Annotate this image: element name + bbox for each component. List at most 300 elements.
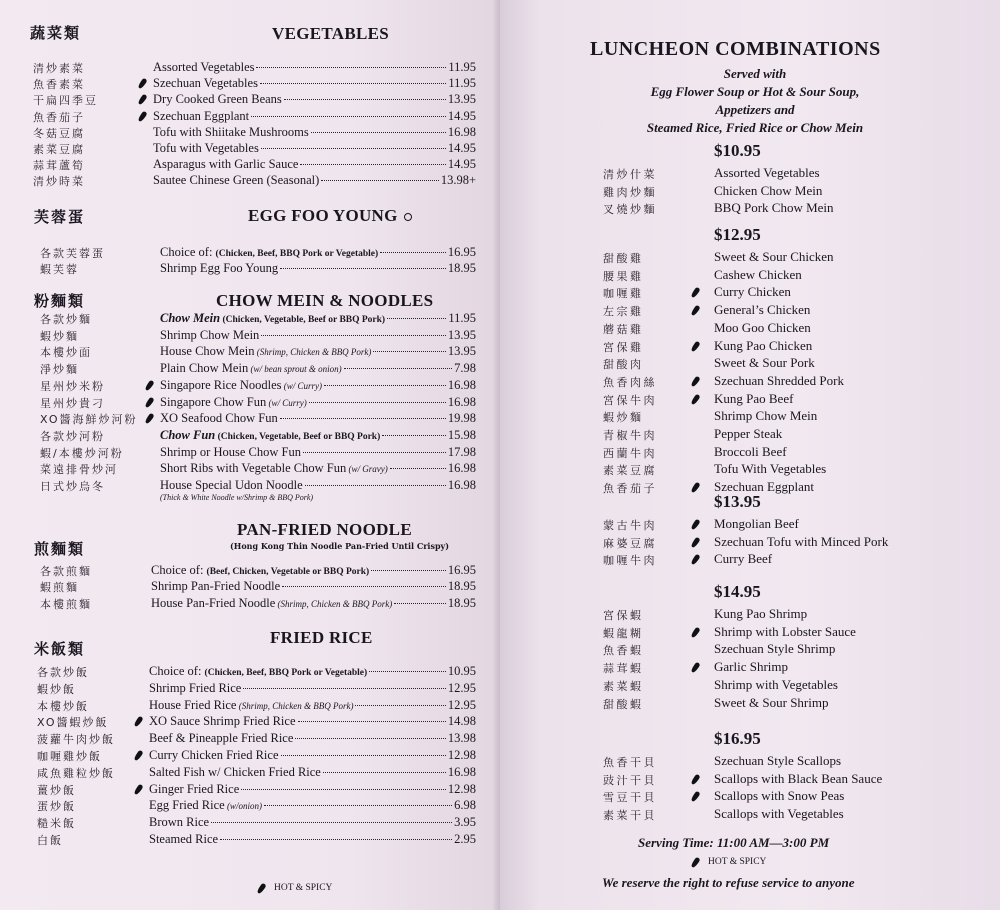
chili-pepper-icon	[144, 412, 156, 424]
dot-leader	[305, 485, 446, 486]
menu-item-name	[153, 173, 319, 188]
luncheon-item[interactable]: Moo Goo Chicken	[714, 319, 811, 335]
menu-item-price: 16.98	[447, 764, 476, 779]
menu-item-price: 2.95	[454, 832, 476, 846]
chinese-name: XO醬海鮮炒河粉	[40, 413, 138, 427]
chinese-name: 蝦炒麵	[40, 329, 79, 343]
dot-leader	[256, 67, 446, 68]
menu-item[interactable]	[160, 461, 476, 477]
chinese-name: 素菜豆腐	[33, 143, 85, 156]
group-price: $10.95	[714, 141, 761, 160]
item-name-text: House Special Udon Noodle	[160, 478, 303, 492]
item-name-text: Szechuan Eggplant	[153, 108, 250, 123]
chili-pepper-icon	[690, 304, 702, 316]
egg-foo-young-zh-heading: 芙蓉蛋	[34, 208, 86, 226]
chinese-name: 素菜干貝	[603, 809, 657, 823]
dot-leader	[211, 822, 452, 823]
menu-item-name	[160, 328, 259, 343]
item-name-text: Steamed Rice	[149, 832, 219, 846]
luncheon-item[interactable]: Mongolian Beef	[714, 516, 799, 531]
menu-item-name	[153, 60, 254, 75]
luncheon-item[interactable]: Shrimp with Lobster Sauce	[714, 623, 856, 639]
menu-item[interactable]	[153, 173, 476, 189]
menu-item-price: 11.95	[448, 311, 476, 325]
chili-pepper-icon	[137, 110, 149, 122]
chinese-name: 甜酸肉	[603, 358, 644, 372]
luncheon-item[interactable]: Kung Pao Shrimp	[714, 606, 808, 621]
left-hot-spicy-legend: HOT & SPICY	[256, 882, 332, 894]
chinese-name: 菜遠排骨炒河	[40, 463, 118, 477]
chinese-name: 淨炒麵	[40, 363, 79, 377]
item-note: (w/ Curry)	[266, 397, 307, 408]
luncheon-item[interactable]: Kung Pao Beef	[714, 390, 794, 406]
menu-item[interactable]	[160, 311, 476, 327]
clock-icon	[404, 213, 412, 221]
item-detail: (Chicken, Vegetable, Beef or BBQ Pork)	[220, 315, 386, 325]
menu-item[interactable]	[153, 141, 476, 157]
menu-item[interactable]	[160, 344, 476, 360]
chinese-name: 蝦炒飯	[37, 682, 76, 696]
menu-item-price: 16.98	[447, 461, 476, 476]
chinese-name: 蛋炒飯	[37, 800, 76, 814]
chinese-name: 蘑菇雞	[603, 322, 644, 336]
item-name-text: Curry Chicken Fried Rice	[149, 748, 279, 762]
menu-item-price: 17.98	[447, 444, 476, 459]
menu-item-name	[160, 344, 371, 359]
chinese-name: 清炒素菜	[33, 62, 85, 75]
luncheon-item[interactable]: Scallops with Black Bean Sauce	[714, 770, 883, 786]
item-name-text: Egg Fried Rice	[149, 798, 225, 813]
luncheon-item[interactable]: Garlic Shrimp	[714, 659, 789, 675]
menu-item-price: 6.98	[454, 798, 476, 813]
chili-pepper-icon	[690, 286, 702, 298]
item-name-text: House Fried Rice	[149, 697, 237, 712]
item-name-text: XO Seafood Chow Fun	[160, 411, 278, 426]
menu-item[interactable]	[160, 328, 476, 344]
luncheon-item[interactable]: Kung Pao Chicken	[714, 337, 813, 353]
luncheon-subtitle-4: Steamed Rice, Fried Rice or Chow Mein	[646, 120, 864, 135]
dot-leader	[394, 603, 446, 604]
reserve-notice: We reserve the right to refuse service to anyone	[602, 875, 855, 890]
menu-item[interactable]	[153, 60, 476, 76]
luncheon-item[interactable]: Pepper Steak	[714, 426, 783, 441]
group-price: $12.95	[714, 225, 761, 244]
menu-item[interactable]	[149, 698, 476, 714]
luncheon-item[interactable]: Szechuan Shredded Pork	[714, 372, 844, 388]
chinese-name: 豉汁干貝	[603, 773, 657, 787]
item-detail: (Chicken, Beef, BBQ Pork or Vegetable)	[204, 668, 368, 678]
menu-item[interactable]	[149, 815, 476, 831]
dot-leader	[324, 385, 446, 386]
chinese-name: 蒜茸蝦	[603, 662, 644, 676]
menu-item-name	[160, 395, 307, 410]
chinese-name: 白飯	[37, 834, 63, 847]
menu-item[interactable]	[153, 109, 476, 125]
chinese-name: 干扁四季豆	[33, 94, 98, 108]
chinese-name: 本樓炒面	[40, 346, 92, 360]
dot-leader	[355, 705, 445, 706]
luncheon-title: LUNCHEON COMBINATIONS	[590, 38, 881, 60]
dot-leader	[241, 789, 446, 790]
chinese-name: 各款炒麵	[40, 313, 92, 326]
chinese-name: 魚香茄子	[33, 110, 85, 124]
chili-pepper-icon	[133, 749, 145, 761]
item-name-text: Shrimp Egg Foo Young	[160, 261, 279, 275]
menu-item[interactable]	[149, 681, 476, 697]
pan-fried-zh-heading: 煎麵類	[34, 540, 86, 558]
chinese-name: 各款炒飯	[37, 666, 89, 679]
item-name-text: Beef & Pineapple Fried Rice	[149, 731, 294, 746]
menu-item-name	[160, 461, 388, 476]
chinese-name: 青椒牛肉	[603, 429, 657, 442]
item-detail: (Chicken, Vegetable, Beef or BBQ Pork)	[215, 431, 381, 442]
item-name-text: Short Ribs with Vegetable Chow Fun	[160, 461, 347, 476]
luncheon-item[interactable]: Szechuan Style Shrimp	[714, 641, 836, 657]
menu-item-price: 7.98	[454, 361, 476, 376]
luncheon-item[interactable]: Sweet & Sour Shrimp	[714, 694, 829, 710]
luncheon-subtitle-3: Appetizers and	[715, 102, 795, 117]
menu-item[interactable]	[153, 157, 476, 173]
menu-item-name	[149, 798, 262, 813]
luncheon-item[interactable]: Tofu With Vegetables	[714, 461, 827, 477]
luncheon-subtitle-2: Egg Flower Soup or Hot & Sour Soup,	[650, 84, 860, 99]
dot-leader	[251, 116, 446, 117]
chili-pepper-icon	[144, 379, 156, 391]
item-name-text: Shrimp or House Chow Fun	[160, 444, 301, 459]
menu-item-name	[160, 245, 378, 260]
menu-item[interactable]	[149, 664, 476, 680]
item-name-text: Tofu with Vegetables	[153, 141, 259, 155]
menu-item-price: 16.98	[447, 478, 476, 492]
chinese-name: 菠蘿牛肉炒飯	[37, 733, 115, 747]
chinese-name: 各款煎麵	[40, 565, 92, 578]
menu-item[interactable]	[149, 782, 476, 798]
item-note: (w/ Gravy)	[346, 464, 388, 475]
chili-pepper-icon	[690, 518, 702, 530]
chinese-name: 蝦/本樓炒河粉	[40, 446, 124, 460]
menu-item-price: 12.95	[447, 697, 476, 712]
chinese-name: 清炒時菜	[33, 175, 85, 189]
chinese-name: 宮保雞	[603, 340, 644, 354]
menu-item[interactable]	[151, 563, 476, 579]
menu-item[interactable]	[160, 361, 476, 377]
menu-item-name	[149, 815, 209, 830]
dot-leader	[261, 335, 446, 336]
chinese-name: 咖喱雞	[603, 287, 644, 301]
menu-item[interactable]	[149, 731, 476, 747]
menu-item[interactable]	[153, 76, 476, 92]
item-name-text: Tofu with Shiitake Mushrooms	[153, 124, 309, 139]
menu-item-name	[160, 361, 342, 376]
chili-pepper-icon	[690, 790, 702, 802]
fried-rice-zh-heading: 米飯類	[34, 640, 86, 658]
luncheon-item[interactable]: Szechuan Style Scallops	[714, 753, 842, 768]
item-name-text: Shrimp Pan-Fried Noodle	[151, 579, 281, 594]
menu-item-price: 14.98	[447, 714, 476, 729]
fried-rice-title: FRIED RICE	[270, 628, 373, 647]
dot-leader	[382, 435, 446, 436]
menu-item[interactable]	[149, 765, 476, 781]
chinese-name: 素菜豆腐	[603, 464, 657, 478]
menu-item-price: 18.95	[447, 261, 476, 275]
item-name-text: Choice of:	[151, 563, 207, 577]
menu-item-price: 16.95	[447, 563, 476, 577]
luncheon-item[interactable]: Curry Beef	[714, 551, 773, 567]
menu-item-price: 18.95	[447, 579, 476, 594]
chinese-name: 雪豆干貝	[603, 791, 657, 805]
menu-item[interactable]	[160, 478, 476, 494]
chinese-name: 宮保牛肉	[603, 393, 657, 407]
menu-item-name	[149, 681, 241, 696]
menu-item-name	[149, 714, 296, 729]
pan-fried-subtitle: (Hong Kong Thin Noodle Pan-Fried Until Crispy)	[230, 541, 449, 551]
menu-item[interactable]	[149, 748, 476, 764]
menu-item-name	[151, 579, 280, 594]
right-hot-spicy-legend: HOT & SPICY	[690, 856, 766, 868]
chinese-name: 薑炒飯	[37, 783, 76, 797]
chili-pepper-icon	[690, 626, 702, 638]
chow-mein-zh-heading: 粉麵類	[34, 292, 86, 310]
menu-item[interactable]	[160, 445, 476, 461]
item-name-text: Plain Chow Mein	[160, 361, 249, 376]
luncheon-item[interactable]: Scallops with Snow Peas	[714, 788, 845, 804]
chinese-name: 素菜蝦	[603, 679, 644, 693]
chinese-name: 蝦炒麵	[603, 411, 644, 425]
chili-pepper-icon	[133, 715, 145, 727]
menu-item-price: 12.95	[447, 680, 476, 695]
chinese-name: 魚香干貝	[603, 756, 657, 769]
menu-item-name	[153, 92, 282, 107]
chili-pepper-icon	[690, 536, 702, 548]
dot-leader	[309, 402, 446, 403]
menu-item-price: 16.98	[447, 394, 476, 409]
menu-item-name	[149, 748, 279, 763]
menu-item[interactable]	[149, 798, 476, 814]
chinese-name: 蒙古牛肉	[603, 519, 657, 532]
dot-leader	[261, 148, 446, 149]
item-name-text: Szechuan Vegetables	[153, 76, 258, 91]
dot-leader	[280, 418, 446, 419]
luncheon-item[interactable]: BBQ Pork Chow Mein	[714, 200, 834, 216]
menu-item-name	[149, 782, 239, 797]
menu-item-price: 13.98	[447, 731, 476, 746]
menu-item[interactable]	[160, 395, 476, 411]
luncheon-item[interactable]: Szechuan Tofu with Minced Pork	[714, 533, 889, 549]
dot-leader	[282, 586, 446, 587]
menu-item-price: 15.98	[447, 427, 476, 442]
menu-item-name	[149, 664, 367, 679]
item-detail: (Beef, Chicken, Vegetable or BBQ Pork)	[206, 567, 370, 577]
menu-item-price: 12.98	[447, 748, 476, 762]
vegetables-zh-heading: 蔬菜類	[30, 24, 82, 42]
chinese-name: 咖喱牛肉	[603, 554, 657, 568]
dot-leader	[369, 671, 446, 672]
menu-item-name	[160, 378, 322, 393]
dot-leader	[303, 452, 446, 453]
luncheon-item[interactable]: General’s Chicken	[714, 302, 811, 318]
chinese-name: 甜酸雞	[603, 252, 644, 265]
chinese-name: 左宗雞	[603, 305, 644, 319]
menu-item-price: 14.95	[447, 157, 476, 172]
menu-item[interactable]	[151, 579, 476, 595]
item-name-text: Sautee Chinese Green (Seasonal)	[153, 173, 320, 188]
chinese-name: 魚香茄子	[603, 482, 657, 496]
chinese-name: 本樓煎麵	[40, 597, 92, 611]
menu-item-name	[160, 478, 303, 493]
item-note: (w/onion)	[224, 801, 262, 812]
menu-item[interactable]	[149, 714, 476, 730]
luncheon-subtitle-1: Served with	[723, 66, 787, 81]
dot-leader	[281, 755, 446, 756]
chinese-name: 雞肉炒麵	[603, 185, 657, 199]
chinese-name: 叉燒炒麵	[603, 203, 657, 217]
chili-pepper-icon	[690, 661, 702, 673]
menu-item-price: 14.95	[447, 108, 476, 123]
menu-item[interactable]	[153, 125, 476, 141]
dot-leader	[264, 805, 452, 806]
chili-pepper-icon	[690, 375, 702, 387]
item-name-text: Asparagus with Garlic Sauce	[153, 157, 299, 172]
menu-item-name	[160, 445, 301, 460]
menu-item[interactable]	[160, 378, 476, 394]
chinese-name: 日式炒烏冬	[40, 480, 105, 493]
menu-item-price: 16.98	[447, 377, 476, 392]
chinese-name: 魚香肉絲	[603, 375, 657, 389]
luncheon-item[interactable]: Assorted Vegetables	[714, 165, 820, 180]
item-note: (w/ Curry)	[281, 380, 323, 391]
dot-leader	[344, 368, 453, 369]
menu-item-price: 19.98	[447, 411, 476, 426]
chinese-name: 宮保蝦	[603, 609, 644, 622]
chinese-name: 咖喱雞炒飯	[37, 750, 102, 763]
menu-item-name	[153, 76, 258, 91]
menu-item[interactable]	[149, 832, 476, 848]
right-page	[500, 0, 1000, 910]
menu-item-price: 14.95	[447, 141, 476, 155]
item-note: (Shrimp, Chicken & BBQ Pork)	[275, 598, 393, 609]
chili-pepper-icon	[256, 882, 268, 894]
dot-leader	[390, 468, 446, 469]
item-note: (Shrimp, Chicken & BBQ Pork)	[236, 700, 354, 711]
dot-leader	[295, 738, 445, 739]
chinese-name: 腰果雞	[603, 269, 644, 283]
luncheon-item[interactable]: Sweet & Sour Pork	[714, 355, 815, 371]
item-name-text: Shrimp Fried Rice	[149, 680, 242, 695]
menu-item[interactable]	[160, 411, 476, 427]
luncheon-item[interactable]: Szechuan Eggplant	[714, 479, 814, 495]
menu-item[interactable]	[153, 92, 476, 108]
group-price: $14.95	[714, 582, 761, 601]
menu-item-price: 13.98+	[440, 173, 476, 188]
dot-leader	[220, 839, 452, 840]
chinese-name: 本樓炒飯	[37, 699, 89, 713]
dot-leader	[284, 99, 446, 100]
serving-time: Serving Time: 11:00 AM—3:00 PM	[638, 835, 830, 850]
udon-note: (Thick & White Noodle w/Shrimp & BBQ Pork)	[160, 493, 314, 502]
chili-pepper-icon	[690, 553, 702, 565]
chow-mein-title: CHOW MEIN & NOODLES	[216, 291, 434, 310]
chili-pepper-icon	[690, 481, 702, 493]
item-note: (w/ bean sprout & onion)	[248, 364, 342, 375]
menu-item-price: 18.95	[447, 595, 476, 610]
chinese-name: 西蘭牛肉	[603, 446, 657, 460]
menu-item[interactable]	[151, 596, 476, 612]
menu-item-name	[149, 731, 293, 746]
vegetables-title: VEGETABLES	[272, 24, 390, 43]
menu-item-price: 11.95	[448, 60, 476, 74]
dot-leader	[243, 688, 446, 689]
luncheon-item[interactable]: Shrimp with Vegetables	[714, 676, 838, 692]
dot-leader	[260, 83, 446, 84]
dot-leader	[323, 772, 446, 773]
menu-item-name	[160, 428, 380, 443]
dot-leader	[298, 721, 446, 722]
menu-item-price: 13.95	[447, 344, 476, 359]
menu-item-name	[160, 311, 385, 326]
chinese-name: 各款芙蓉蛋	[40, 247, 105, 260]
chinese-name: 甜酸蝦	[603, 697, 644, 711]
chili-pepper-icon	[690, 856, 702, 868]
chinese-name: 魚香蝦	[603, 644, 644, 658]
menu-item-name	[151, 596, 392, 611]
chili-pepper-icon	[690, 773, 702, 785]
chinese-name: 冬菇豆腐	[33, 126, 85, 140]
menu-item-price: 13.95	[447, 92, 476, 107]
chinese-name: 麻婆豆腐	[603, 536, 657, 550]
luncheon-item[interactable]: Sweet & Sour Chicken	[714, 249, 834, 264]
item-name-text: Singapore Rice Noodles	[160, 377, 282, 392]
menu-item[interactable]	[160, 245, 476, 261]
luncheon-item[interactable]: Cashew Chicken	[714, 266, 802, 282]
dot-leader	[280, 268, 446, 269]
chinese-name: 咸魚雞粒炒飯	[37, 766, 115, 780]
item-note: (Shrimp, Chicken & BBQ Pork)	[254, 347, 372, 358]
luncheon-item[interactable]: Scallops with Vegetables	[714, 806, 844, 822]
chinese-name: 蝦芙蓉	[40, 263, 79, 276]
item-name-text: Singapore Chow Fun	[160, 394, 267, 409]
dot-leader	[387, 318, 446, 319]
menu-item-price: 3.95	[454, 815, 476, 830]
item-name-text: Choice of:	[149, 664, 205, 678]
chili-pepper-icon	[690, 340, 702, 352]
dot-leader	[371, 570, 446, 571]
chinese-name: 蝦龍糊	[603, 626, 644, 640]
luncheon-item[interactable]: Curry Chicken	[714, 284, 791, 300]
chinese-name: 清炒什菜	[603, 168, 657, 181]
luncheon-item[interactable]: Broccoli Beef	[714, 443, 787, 459]
chinese-name: XO醬蝦炒飯	[37, 716, 109, 730]
item-name-text: XO Sauce Shrimp Fried Rice	[149, 714, 296, 729]
dot-leader	[311, 132, 446, 133]
luncheon-item[interactable]: Chicken Chow Mein	[714, 182, 823, 198]
menu-item[interactable]	[160, 428, 476, 444]
chinese-name: 蒜茸蘆筍	[33, 159, 85, 173]
item-name-text: Dry Cooked Green Beans	[153, 92, 282, 107]
item-name-text: Assorted Vegetables	[153, 60, 255, 74]
luncheon-item[interactable]: Shrimp Chow Mein	[714, 408, 818, 424]
chinese-name: 魚香素菜	[33, 78, 85, 92]
chili-pepper-icon	[133, 783, 145, 795]
item-name-text: Chow Fun	[160, 427, 216, 442]
menu-item-name	[149, 765, 321, 780]
menu-item-name	[153, 141, 259, 156]
menu-item[interactable]	[160, 261, 476, 277]
item-detail: (Chicken, Beef, BBQ Pork or Vegetable)	[215, 249, 379, 259]
menu-item-name	[160, 261, 278, 276]
menu-item-price: 10.95	[447, 664, 476, 678]
dot-leader	[321, 180, 439, 181]
item-name-text: House Pan-Fried Noodle	[151, 595, 276, 610]
